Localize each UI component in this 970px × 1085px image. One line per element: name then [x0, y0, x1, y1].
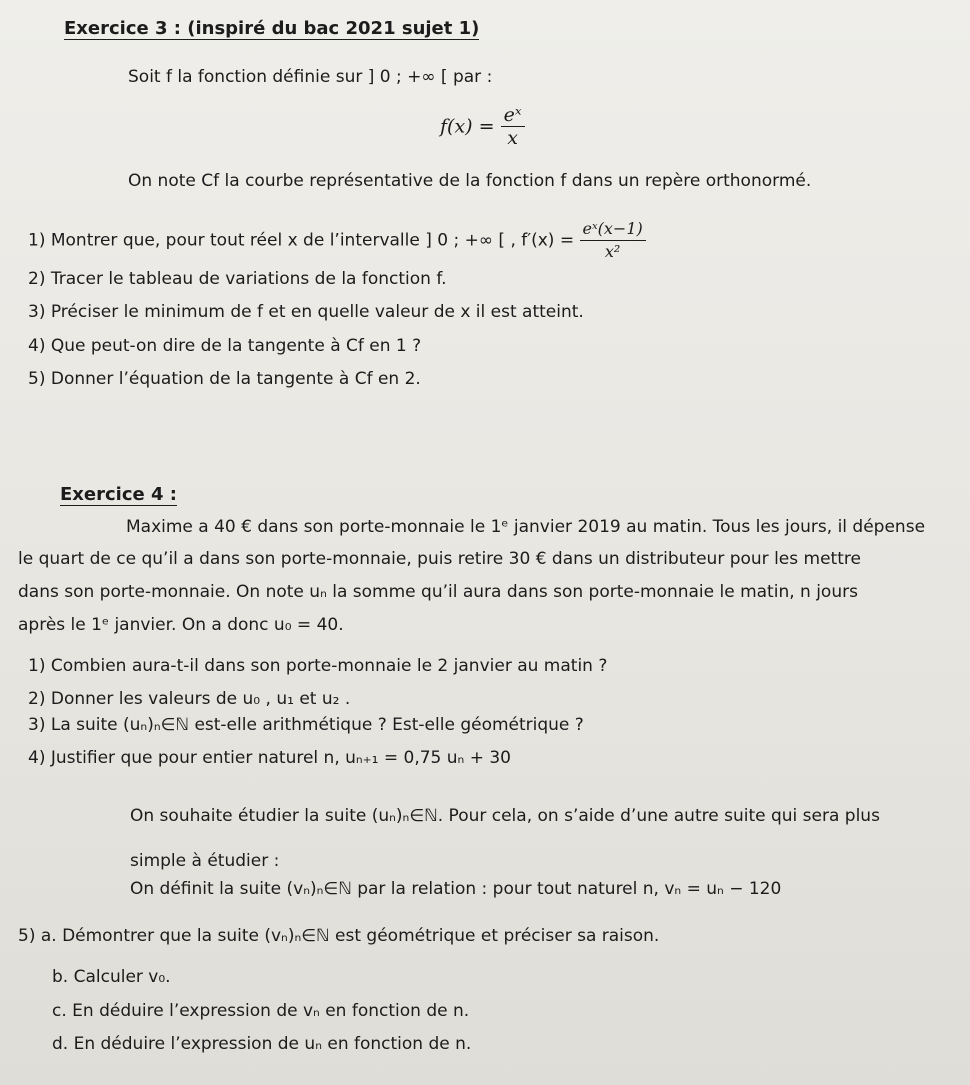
ex3-question-1: 1) Montrer que, pour tout réel x de l’intervalle ] 0 ; +∞ [ , f′(x) = $\frac{\text{eˣ(x−1)}}{\text{x²}}$ [28, 218, 646, 263]
ex4-question-4: 4) Justifier que pour entier naturel n, uₙ₊₁ = 0,75 uₙ + 30 [28, 748, 511, 768]
ex4-paragraph-line-4: après le 1ᵉ janvier. On a donc u₀ = 40. [18, 615, 344, 635]
ex4-question-5b: b. Calculer v₀. [52, 967, 171, 987]
ex4-question-2: 2) Donner les valeurs de u₀ , u₁ et u₂ . [28, 689, 351, 709]
ex3-function-definition: f(x) = $\frac{\text{eˣ}}{x}$ [440, 104, 525, 149]
ex4-question-5c: c. En déduire l’expression de vₙ en fonction de n. [52, 1001, 470, 1021]
ex3-intro: Soit f la fonction définie sur ] 0 ; +∞ [ par : [128, 67, 493, 87]
ex3-curve-note: On note Cf la courbe représentative de la fonction f dans un repère orthonormé. [128, 171, 812, 191]
ex4-question-5a: 5) a. Démontrer que la suite (vₙ)ₙ∈ℕ est géométrique et préciser sa raison. [18, 926, 660, 946]
ex4-paragraph-line-7: On définit la suite (vₙ)ₙ∈ℕ par la relation : pour tout naturel n, vₙ = uₙ − 120 [130, 879, 782, 899]
ex4-paragraph-line-2: le quart de ce qu’il a dans son porte-monnaie, puis retire 30 € dans un distributeur pour les mettre [18, 549, 861, 569]
exercise-3-title: Exercice 3 : (inspiré du bac 2021 sujet 1) [64, 18, 480, 39]
ex4-paragraph-line-5: On souhaite étudier la suite (uₙ)ₙ∈ℕ. Pour cela, on s’aide d’une autre suite qui sera plus [130, 806, 880, 826]
ex4-question-3: 3) La suite (uₙ)ₙ∈ℕ est-elle arithmétique ? Est-elle géométrique ? [28, 715, 584, 735]
ex4-question-1: 1) Combien aura-t-il dans son porte-monnaie le 2 janvier au matin ? [28, 656, 608, 676]
ex3-question-3: 3) Préciser le minimum de f et en quelle valeur de x il est atteint. [28, 302, 584, 322]
ex3-question-2: 2) Tracer le tableau de variations de la fonction f. [28, 269, 447, 289]
ex4-question-5d: d. En déduire l’expression de uₙ en fonction de n. [52, 1034, 472, 1054]
ex3-question-5: 5) Donner l’équation de la tangente à Cf en 2. [28, 369, 421, 389]
ex3-question-4: 4) Que peut-on dire de la tangente à Cf en 1 ? [28, 336, 422, 356]
ex4-paragraph-line-6: simple à étudier : [130, 851, 280, 871]
exercise-4-title: Exercice 4 : [60, 484, 177, 505]
ex4-paragraph-line-1: Maxime a 40 € dans son porte-monnaie le 1ᵉ janvier 2019 au matin. Tous les jours, il dépense [126, 517, 926, 537]
ex4-paragraph-line-3: dans son porte-monnaie. On note uₙ la somme qu’il aura dans son porte-monnaie le matin, n jours [18, 582, 858, 602]
